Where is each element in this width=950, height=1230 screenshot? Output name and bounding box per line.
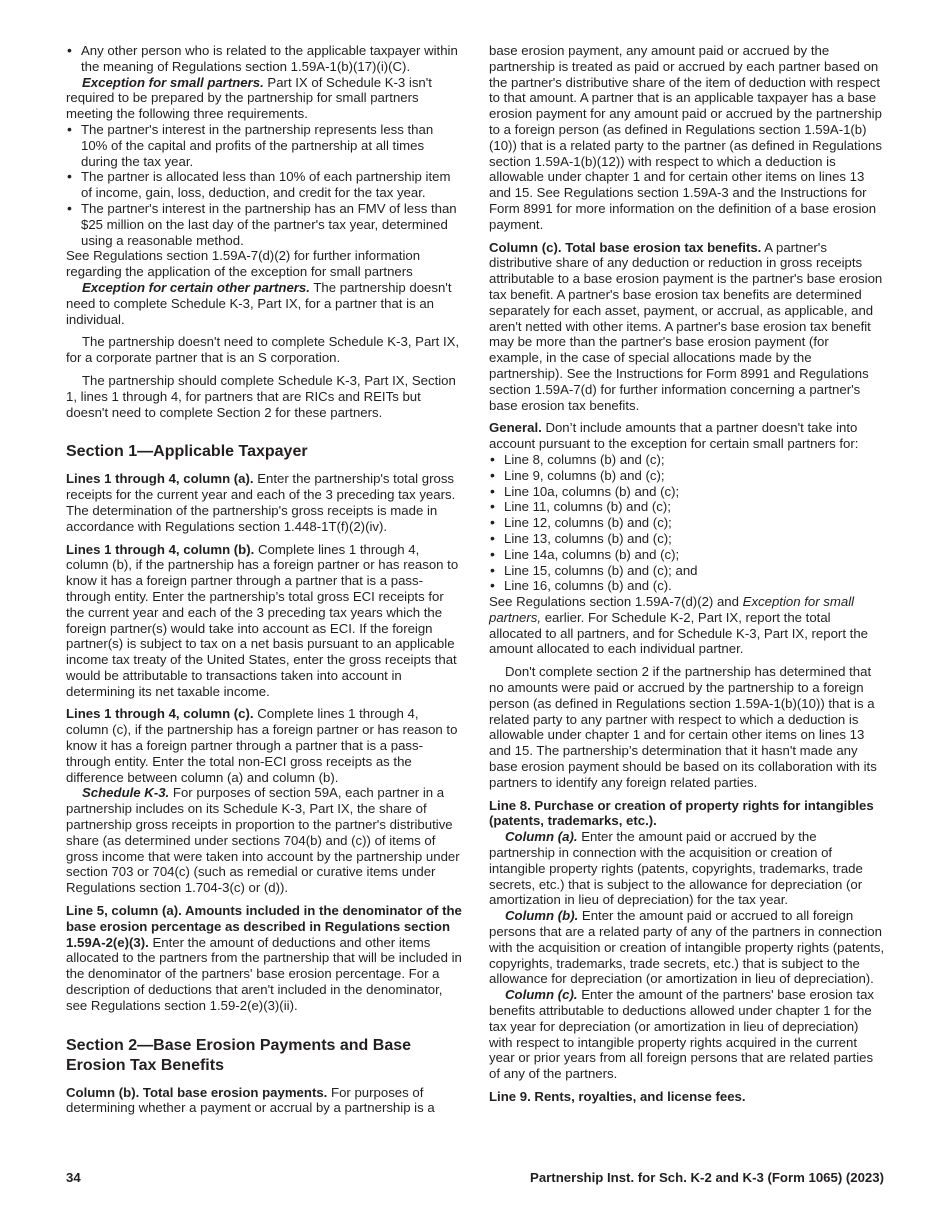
line-8-col-c-text: Enter the amount of the partners' base erosion tax benefits attributable to deductions allowed under chapter 1 for the tax year for depreciation (or amortization in lieu of depreciation) with respect to intangible property rights acquired in the current year or prior years from all foreign persons that are related parties of any of the partners.: [489, 987, 875, 1082]
column-b-payments: [66, 1085, 462, 1117]
line-8-col-b-text: Enter the amount paid or accrued to all foreign persons that are a related party of any of the partners in connection with the acquisition or creation of intangible property rights (patents, copyrights, trademarks, trade secrets, etc.) that is subject to the allowance for depreciation (or amortization in lieu of depreciation).: [489, 908, 885, 987]
certain-partners-text: The partnership doesn't need to complete Schedule K-3, Part IX, for a partner that is an individual.: [66, 279, 452, 327]
ric-reit-paragraph: The partnership should complete Schedule K-3, Part IX, Section 1, lines 1 through 4, for partners that are RICs and REITs but doesn't need to complete Section 2 for these partners.: [66, 372, 456, 420]
lines-1-4-col-c-text: Complete lines 1 through 4, column (c), if the partnership has a foreign partner or has reason to know it has a foreign partner through a partner that is a pass-through entity. Enter the total non-ECI gross receipts as the difference between column (a) and column (b).: [66, 706, 458, 785]
lines-1-4-col-c-heading: Lines 1 through 4, column (c).: [66, 706, 254, 722]
schedule-k3-heading: Schedule K-3.: [82, 785, 170, 801]
bullet-allocated-items: • The partner is allocated less than 10% of each partnership item of income, gain, loss, deduction, and credit for the tax year.: [66, 169, 462, 201]
list-item: • Line 15, columns (b) and (c); and: [489, 563, 885, 579]
general-text: Don’t include amounts that a partner doesn't take into account pursuant to the exception for certain small partners for:: [489, 420, 859, 452]
schedule-k3-paragraph: [66, 785, 462, 896]
line-5-col-a-heading: Line 5, column (a). Amounts included in the denominator of the base erosion percentage as described in Regulations section 1.59A-2(e)(3).: [66, 903, 462, 950]
small-partners-heading: Exception for small partners.: [82, 74, 264, 90]
line-9-heading: Line 9. Rents, royalties, and license fees.: [489, 1089, 746, 1104]
section-1-heading: Section 1—Applicable Taxpayer: [66, 443, 308, 461]
section-2-heading: Section 2—Base Erosion Payments and Base Erosion Tax Benefits: [66, 1036, 412, 1074]
s-corporation-paragraph: The partnership doesn't need to complete Schedule K-3, Part IX, for a corporate partner that is an S corporation.: [66, 334, 460, 366]
footer-title: Partnership Inst. for Sch. K-2 and K-3 (Form 1065) (2023): [530, 1170, 884, 1185]
certain-partners-heading: Exception for certain other partners.: [82, 279, 310, 295]
column-c-benefits: [489, 240, 885, 414]
lines-1-4-col-c: [66, 706, 462, 785]
column-b-payments-heading: Column (b). Total base erosion payments.: [66, 1084, 328, 1100]
left-column: [66, 43, 462, 1116]
lines-1-4-col-b-heading: Lines 1 through 4, column (b).: [66, 541, 255, 557]
see-k2-text-a: See Regulations section 1.59A-7(d)(2) and: [489, 594, 739, 610]
line-8-col-b: [489, 908, 885, 987]
general-paragraph: [489, 420, 885, 452]
small-partners-exception: [66, 75, 462, 122]
lines-1-4-col-a-heading: Lines 1 through 4, column (a).: [66, 471, 254, 487]
line-8-col-a-text: Enter the amount paid or accrued by the partnership in connection with the acquisition or creation of intangible property rights (patents, copyrights, trademarks, trade secrets, etc.) that is subject to the allowance for depreciation (or amortization in lieu of depreciation) for the tax year.: [489, 829, 863, 908]
list-item: • Line 11, columns (b) and (c);: [489, 499, 885, 515]
lines-1-4-col-b-text: Complete lines 1 through 4, column (b), if the partnership has a foreign partner or has reason to know it has a foreign partner through a partner that is a pass-through entity. Enter the partnership’s total gross ECI receipts for the current year and each of the 3 preceding tax years which the foreign partner(s) would take into account as ECI. If the foreign partner(s) is subject to tax on a net basis pursuant to an applicable income tax treaty of the United States, enter the gross receipts that would be attributable to transactions taken into account in determining its net taxable income.: [66, 541, 459, 699]
lines-1-4-col-b: [66, 542, 462, 700]
page-number: 34: [66, 1170, 81, 1185]
line-8-col-b-heading: Column (b).: [505, 908, 579, 924]
lines-1-4-col-a-text: Enter the partnership's total gross receipts for the current year and each of the 3 preceding tax years. The determination of the partnership's gross receipts is made in accordance with Regulations section 1.448-1T(f)(2)(iv).: [66, 471, 456, 534]
see-regulations-small: See Regulations section 1.59A-7(d)(2) for further information regarding the application of the exception for small partners: [66, 248, 421, 280]
general-heading: General.: [489, 420, 542, 436]
line-8-col-a: [489, 829, 885, 908]
list-item: • Line 16, columns (b) and (c).: [489, 578, 885, 594]
dont-complete-section-2: Don't complete section 2 if the partnership has determined that no amounts were paid or accrued by the partnership to a foreign person (as defined in Regulations section 1.59A-1(b)(10)) that is a related party to any partner with respect to which a deduction is allowable under chapter 1 and for certain other items on lines 13 and 15. The partnership’s determination that it hasn't made any base erosion payment should be based on its collaboration with its partners to identify any foreign related parties.: [489, 664, 877, 790]
column-b-payments-text: For purposes of determining whether a payment or accrual by a partnership is a: [66, 1084, 435, 1116]
column-c-benefits-heading: Column (c). Total base erosion tax benefits.: [489, 239, 762, 255]
small-partners-text: Part IX of Schedule K-3 isn't required to be prepared by the partnership for small partners meeting the following three requirements.: [66, 74, 432, 122]
see-regulations-k2: [489, 594, 885, 657]
small-partners-reference: Exception for small partners,: [489, 594, 855, 625]
bullet-fmv: • The partner's interest in the partnership has an FMV of less than $25 million on the last day of the partner's tax year, determined using a reasonable method.: [66, 201, 462, 248]
line-8-col-a-heading: Column (a).: [505, 829, 578, 845]
line-8-col-c: [489, 987, 885, 1082]
certain-partners-exception: [66, 280, 462, 327]
see-k2-text-b: earlier. For Schedule K-2, Part IX, report the total allocated to all partners, and for Schedule K-3, Part IX, report the amount allocated to each individual partner.: [489, 609, 868, 657]
list-item: • Line 9, columns (b) and (c);: [489, 468, 885, 484]
continued-paragraph: base erosion payment, any amount paid or accrued by the partnership is treated as paid or accrued by each partner based on the partner's distributive share of the item of deduction with respect to that amount. A partner that is an applicable taxpayer has a base erosion payment for any amount paid or accrued by the partnership to a foreign person (as defined in Regulations section 1.59A-1(b)(10)) that is a related party to the partner (as defined in Regulations section 1.59A-1(b)(12)) with respect to which a deduction is allowable under chapter 1 and for certain other items on lines 13 and 15. See Regulations section 1.59A-3 and the Instructions for Form 8991 for more information on the definition of a base erosion payment.: [489, 43, 882, 232]
list-item: • Line 12, columns (b) and (c);: [489, 515, 885, 531]
line-8-col-c-heading: Column (c).: [505, 987, 578, 1003]
line-8-heading: Line 8. Purchase or creation of property rights for intangibles (patents, trademarks, etc.).: [489, 797, 874, 829]
bullet-capital-profits: • The partner's interest in the partnership represents less than 10% of the capital and profits of the partnership at all times during the tax year.: [66, 122, 462, 169]
lines-1-4-col-a: [66, 471, 462, 534]
right-column: [489, 43, 885, 1105]
list-item: • Line 14a, columns (b) and (c);: [489, 547, 885, 563]
column-c-benefits-text: A partner's distributive share of any deduction or reduction in gross receipts attributable to a base erosion payment is the partner's base erosion tax benefit. A partner's base erosion tax benefits are determined separately for each asset, payment, or accrual, as applicable, and aren't netted with other items. A partner's base erosion tax benefit may be more than the partner's base erosion payment (for example, in the case of special allocations made by the partnership). See the Instructions for Form 8991 and Regulations section 1.59A-7(d) for further information concerning a partner's base erosion tax benefits.: [489, 239, 883, 413]
list-item: • Line 10a, columns (b) and (c);: [489, 484, 885, 500]
list-item: • Line 8, columns (b) and (c);: [489, 452, 885, 468]
line-5-col-a: [66, 903, 462, 1014]
list-item: • Line 13, columns (b) and (c);: [489, 531, 885, 547]
bullet-related-person: • Any other person who is related to the applicable taxpayer within the meaning of Regulations section 1.59A-1(b)(17)(i)(C).: [66, 43, 462, 75]
schedule-k3-text: For purposes of section 59A, each partner in a partnership includes on its Schedule K-3, Part IX, the share of partnership gross receipts in proportion to the partner's distributive share (as determined under sections 704(b) and (c)) of items of gross income that were taken into account by the partnership under section 703 or 704(c) (such as remedial or curative items under Regulations section 1.704-3(c) or (d)).: [66, 785, 460, 896]
line-5-col-a-text: Enter the amount of deductions and other items allocated to the partners from the partnership that will be included in the denominator of the partners' base erosion percentage. For a description of deductions that aren't included in the denominator, see Regulations section 1.59-2(e)(3)(ii).: [66, 934, 462, 1013]
